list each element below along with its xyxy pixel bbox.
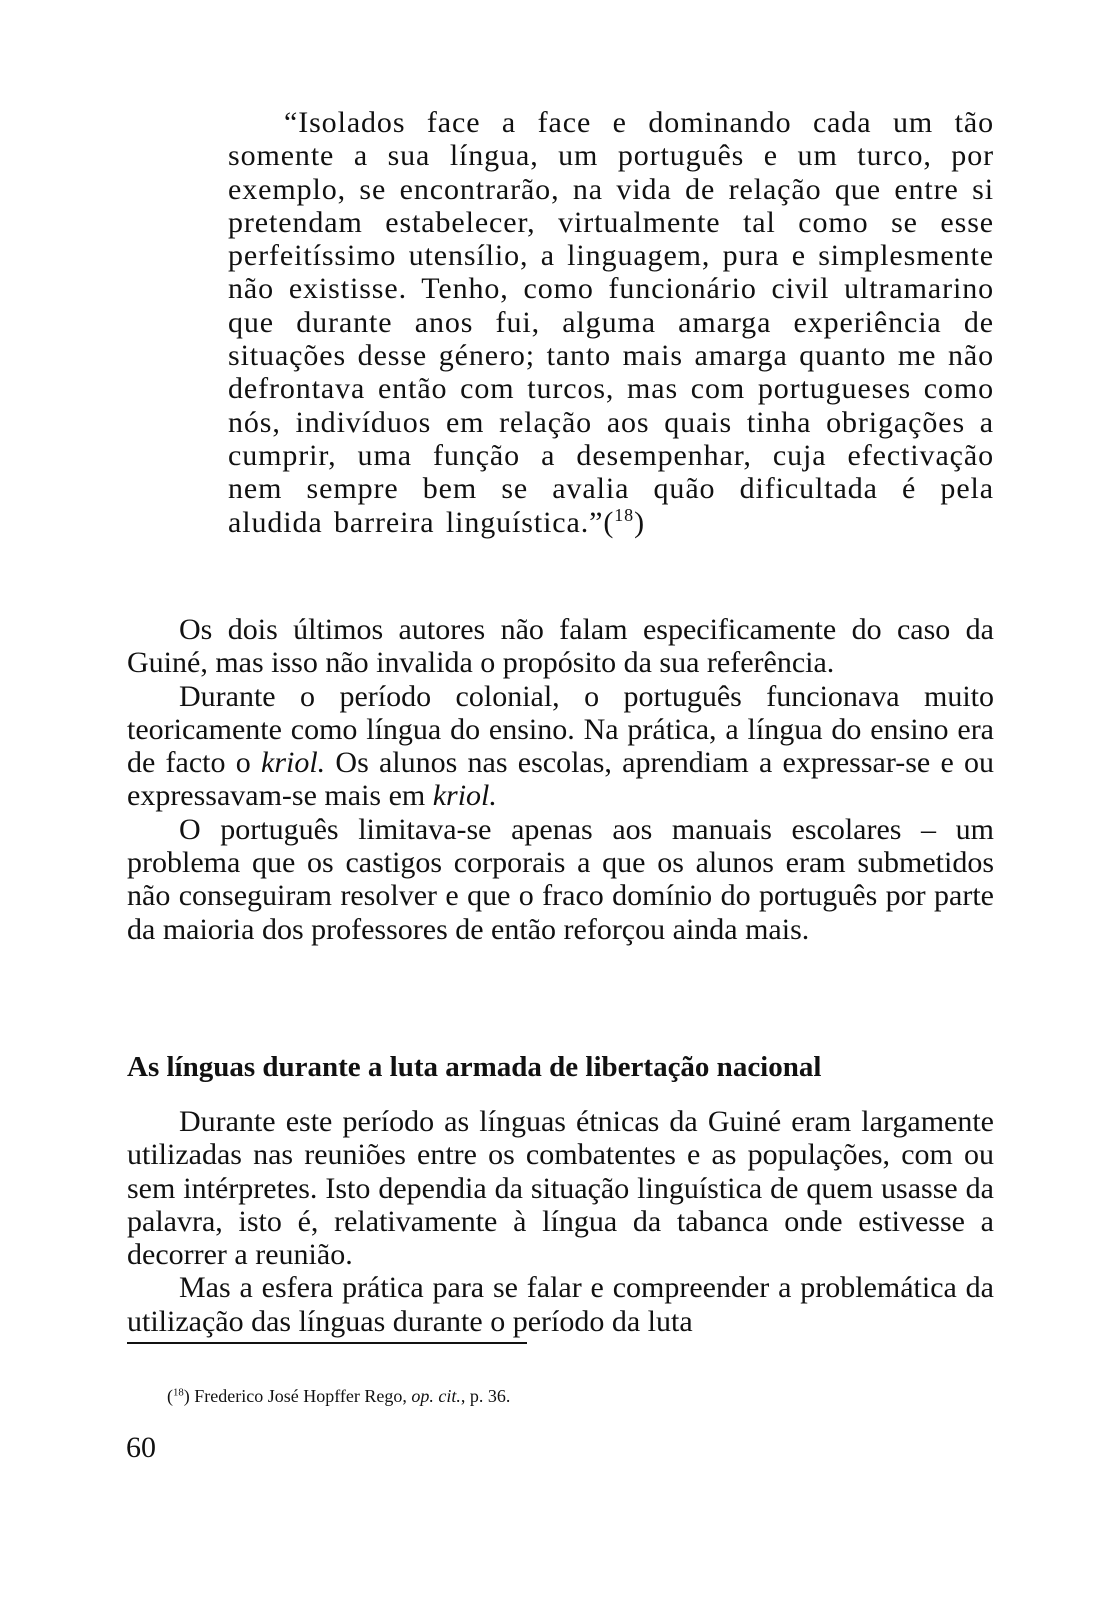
paragraph-text: Os alunos nas escolas, aprendiam a expressar-se e ou expressavam-se mais em xyxy=(127,746,994,813)
kriol-term: kriol. xyxy=(261,746,326,780)
paragraph-practical-sphere: Mas a esfera prática para se falar e compreender a problemática da utilização das línguas durante o período da luta xyxy=(127,1271,994,1338)
footnote-pages: , p. 36. xyxy=(460,1386,511,1406)
kriol-term: kriol. xyxy=(432,779,497,813)
footnote-close-paren: ) xyxy=(183,1386,195,1406)
quote-close-paren: ) xyxy=(634,505,645,539)
paragraph-colonial-period xyxy=(127,680,994,813)
block-quote xyxy=(228,106,994,539)
paragraph-authors: Os dois últimos autores não falam especificamente do caso da Guiné, mas isso não invalida o propósito da sua referência. xyxy=(127,613,994,680)
paragraph-portuguese-manuals: O português limitava-se apenas aos manuais escolares – um problema que os castigos corporais a que os alunos eram submetidos não conseguiram resolver e que o fraco domínio do português por parte da maioria dos professores de então reforçou ainda mais. xyxy=(127,812,994,946)
section-body xyxy=(127,1105,994,1338)
footnote-open-paren: ( xyxy=(167,1386,173,1406)
body-text xyxy=(127,613,994,946)
footnote-divider xyxy=(127,1342,527,1344)
paragraph-ethnic-languages: Durante este período as línguas étnicas da Guiné eram largamente utilizadas nas reuniões entre os combatentes e as populações, com ou sem intérpretes. Isto dependia da situação linguística de quem usasse da palavra, isto é, relativamente à língua da tabanca onde estivesse a decorrer a reunião. xyxy=(127,1105,994,1272)
footnote-number: 18 xyxy=(173,1386,184,1399)
section-heading: As línguas durante a luta armada de libertação nacional xyxy=(127,1051,822,1083)
page-number: 60 xyxy=(126,1431,156,1464)
footnote-op-cit: op. cit. xyxy=(411,1386,461,1406)
quote-paragraph xyxy=(228,106,994,539)
footnote-reference[interactable]: 18 xyxy=(614,504,635,525)
footnote xyxy=(167,1385,967,1407)
quote-text: “Isolados face a face e dominando cada um tão somente a sua língua, um português e um turco, por exemplo, se encontrarão, na vida de relação que entre si pretendam estabelecer, virtualmente tal como se esse perfeitíssimo utensílio, a linguagem, pura e simplesmente não existisse. Tenho, como funcionário civil ultramarino que durante anos fui, alguma amarga experiência de situações desse género; tanto mais amarga quanto me não defrontava então com turcos, mas com portugueses como nós, indivíduos em relação aos quais tinha obrigações a cumprir, uma função a desempenhar, cuja efectivação nem sempre bem se avalia quão dificultada é pela aludida barreira linguística.”( xyxy=(228,106,994,539)
paragraph-text: Durante o período colonial, o português funcionava muito teoricamente como língua do ensino. Na prática, a língua do ensino era de facto o xyxy=(127,679,994,780)
footnote-author: Frederico José Hopffer Rego, xyxy=(194,1386,412,1406)
